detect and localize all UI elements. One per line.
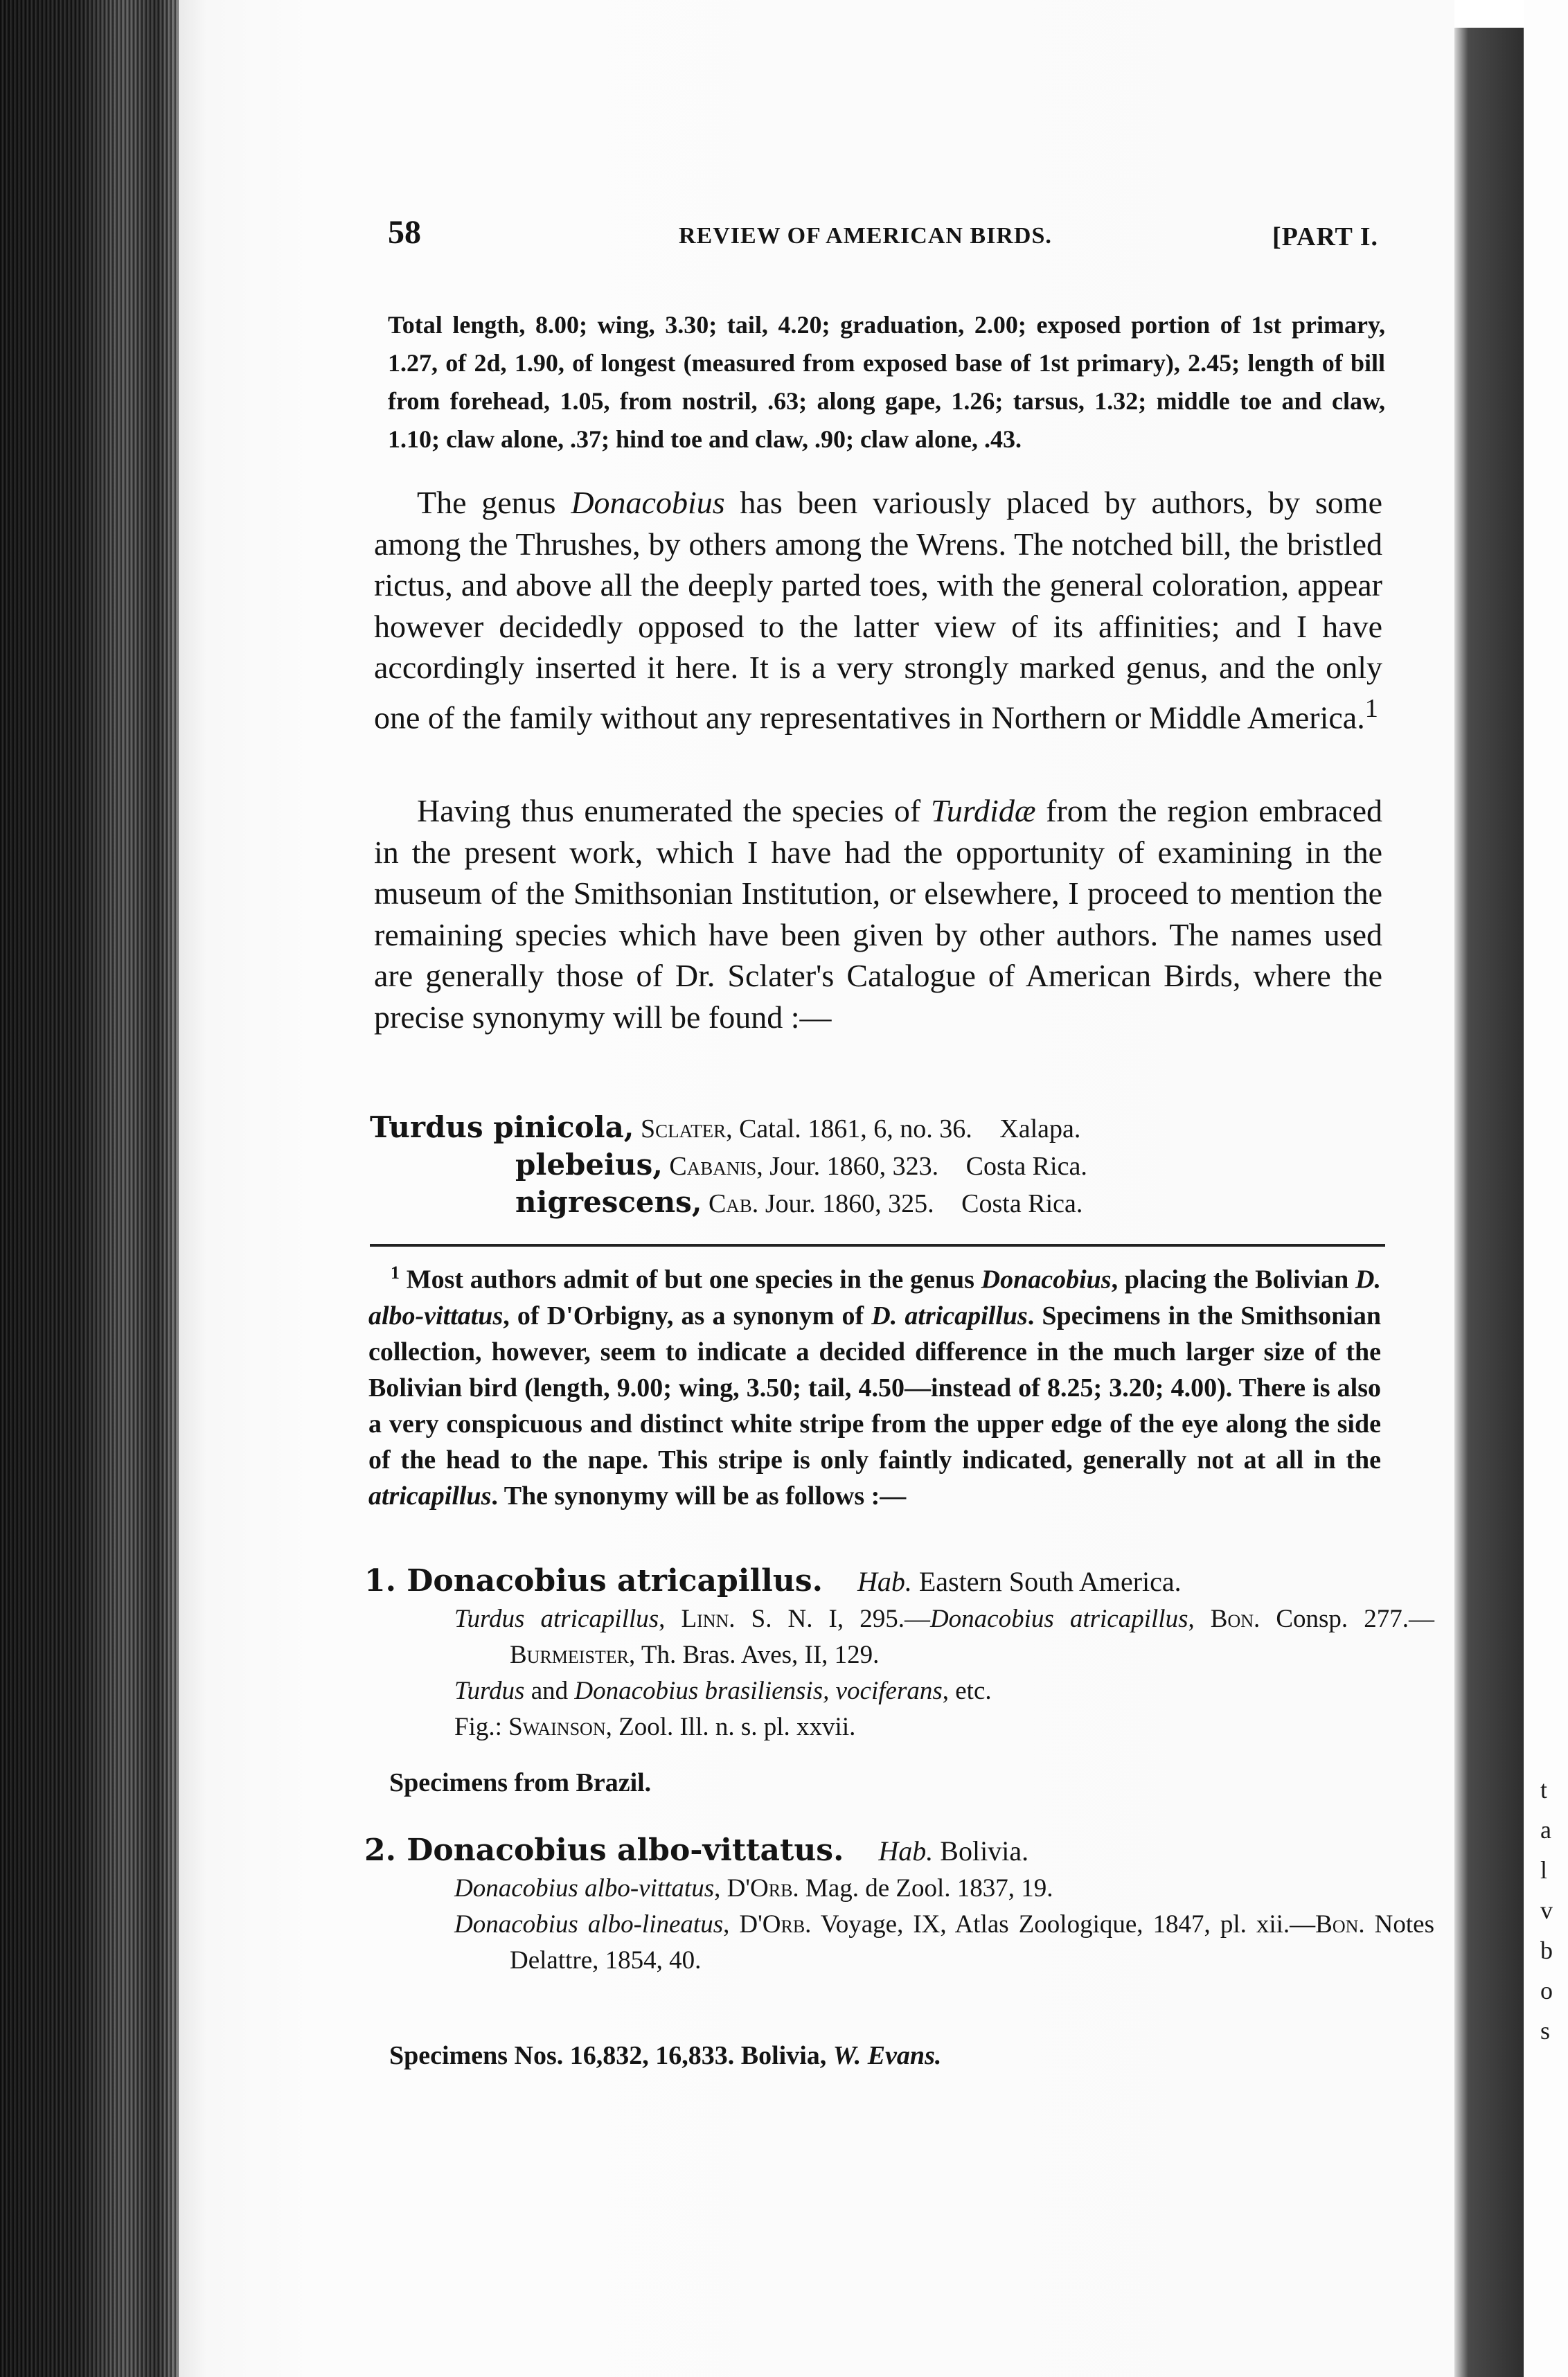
text-run: Most authors admit of but one species in the genus [400,1265,981,1294]
part-label: [PART I. [1272,222,1378,251]
synonym-name: Donacobius brasiliensis, vociferans [574,1677,943,1705]
page-edge-shadow [1454,28,1524,2377]
synonym-name: Donacobius albo-lineatus [454,1910,724,1939]
adjacent-letter: v [1540,1896,1553,1924]
adjacent-letter: t [1540,1776,1548,1804]
habitat-label: Hab. [878,1835,934,1867]
text-run: Having thus enumerated the species of [417,793,931,828]
adjacent-page-letters [1540,1770,1568,2051]
entry-heading [364,1562,1389,1601]
species-list [370,1110,1270,1222]
synonym-name: Donacobius albo-vittatus [454,1874,715,1903]
species-name: D. albo-vittatus [368,1265,1381,1330]
collector-name: W. Evans. [832,2041,942,2070]
adjacent-letter: o [1540,1977,1553,2004]
species-locality: Costa Rica. [961,1189,1083,1218]
synonym-reference: , Th. Bras. Aves, II, 129. [629,1641,880,1669]
text-run: has been variously placed by authors, by some among the Thrushes, by others among the Wrens. The notched bill, the bristled rictus, and above all the deeply parted toes, with the general coloration, appear however decidedly opposed to the latter view of its affinities; and I have accordingly inserted it here. It is a very strongly marked genus, and the only one of the family without any representatives in Northern or Middle America. [374,485,1382,735]
synonym-reference: Voyage, IX, Atlas Zoologique, 1847, pl. xii.— [811,1910,1316,1939]
adjacent-letter: a [1540,1816,1551,1844]
adjacent-letter: b [1540,1937,1553,1964]
species-author: Cab. [708,1189,759,1218]
habitat-value: Eastern South America. [911,1566,1182,1597]
synonym-reference: Notes Delattre, 1854, 40. [510,1910,1434,1975]
text-run: , placing the Bolivian [1111,1265,1356,1294]
text-run: . The synonymy will be as follows :— [491,1481,907,1511]
text-run: , etc. [942,1677,992,1705]
synonym-name: Turdus [454,1677,525,1705]
synonym-author: D'Orb. [727,1874,799,1903]
body-paragraph-2 [374,790,1382,1038]
page-header [388,213,1378,255]
footnote-divider [370,1244,1385,1247]
synonym-name: Turdus atricapillus [454,1605,659,1633]
text-run: and [524,1677,575,1705]
adjacent-letter: s [1540,2017,1551,2045]
synonymy-line: Donacobius albo-lineatus, D'Orb. Voyage, IX, Atlas Zoologique, 1847, pl. xii.—Bon. Notes Delattre, 1854, 40. [454,1910,1434,1975]
species-author: Sclater [640,1114,727,1143]
figure-source: , Zool. Ill. n. s. pl. xxvii. [605,1713,856,1741]
synonymy-line [454,1673,1434,1709]
species-row [370,1110,1270,1147]
species-reference: , Catal. 1861, 6, no. 36. [726,1114,972,1143]
text-run: , of D'Orbigny, as a synonym of [503,1301,872,1330]
measurements-paragraph: Total length, 8.00; wing, 3.30; tail, 4.20; graduation, 2.00; exposed portion of 1st primary, 1.27, of 2d, 1.90, of longest (measured from exposed base of 1st primary), 2.45; length of bill from forehead, 1.05, from nostril, .63; along gape, 1.26; tarsus, 1.32; middle toe and claw, 1.10; claw alone, .37; hind toe and claw, .90; claw alone, .43. [388,311,1385,453]
synonym-author: Linn. [681,1605,736,1633]
species-reference: Jour. 1860, 325. [758,1189,934,1218]
habitat-value: Bolivia. [933,1835,1029,1867]
synonymy-line: Turdus atricapillus, Linn. S. N. I, 295.—Donacobius atricapillus, Bon. Consp. 277.—Burmeister, Th. Bras. Aves, II, 129. [454,1605,1434,1669]
book-spine [0,0,179,2377]
synonym-reference: Consp. 277.— [1260,1605,1434,1633]
synonym-author: Bon. [1210,1605,1260,1633]
body-paragraph-1 [374,482,1382,738]
species-reference: , Jour. 1860, 323. [756,1152,939,1181]
habitat-label: Hab. [857,1566,912,1597]
synonym-author: Bon. [1315,1910,1365,1939]
synonym-reference: Mag. de Zool. 1837, 19. [799,1874,1053,1903]
entry-title: 1. Donacobius atricapillus. [364,1563,823,1599]
text-run: . Specimens in the Smithsonian collection, however, seem to indicate a decided difference in the much larger size of the Bolivian bird (length, 9.00; wing, 3.50; tail, 4.50—instead of 8.25; 3.20; 4.00). There is also a very conspicuous and distinct white stripe from the upper edge of the eye along the side of the head to the nape. This stripe is only faintly indicated, generally not at all in the [368,1301,1381,1475]
page-number: 58 [388,214,421,251]
species-name: nigrescens, [515,1185,702,1219]
entry-heading [364,1831,1389,1871]
text-run: from the region embraced in the present work, which I have had the opportunity of examining in the museum of the Smithsonian Institution, or elsewhere, I proceed to mention the remaining species which have been given by other authors. The names used are generally those of Dr. Sclater's Catalogue of American Birds, where the precise synonymy will be found :— [374,793,1382,1035]
species-row [370,1147,1270,1184]
running-title: REVIEW OF AMERICAN BIRDS. [679,223,1052,249]
family-name: Turdidæ [930,793,1036,828]
species-author: Cabanis [669,1152,757,1181]
synonym-author: Burmeister [510,1641,630,1669]
species-entry-1 [364,1562,1434,1745]
species-name: plebeius, [515,1148,663,1182]
text-run: The genus [417,485,571,520]
footnote [368,1255,1381,1514]
species-name: Turdus pinicola, [370,1110,634,1144]
specimens-text: Specimens Nos. 16,832, 16,833. Bolivia, [389,2041,833,2070]
synonym-reference: S. N. I, 295.— [735,1605,930,1633]
genus-name: Donacobius [571,485,725,520]
species-name: atricapillus [368,1481,492,1511]
species-name: D. atricapillus [871,1301,1028,1330]
genus-name: Donacobius [981,1265,1112,1294]
footnote-reference: 1 [1364,693,1378,723]
species-row [370,1184,1270,1222]
figure-author: Swainson [508,1713,606,1741]
figure-label: Fig.: [454,1713,509,1741]
specimens-line-2 [389,2040,941,2071]
species-locality: Costa Rica. [965,1152,1087,1181]
entry-title: 2. Donacobius albo-vittatus. [364,1833,844,1868]
synonymy-line: Donacobius albo-vittatus, D'Orb. Mag. de Zool. 1837, 19. [454,1874,1053,1903]
synonym-author: D'Orb. [739,1910,812,1939]
synonym-name: Donacobius atricapillus [929,1605,1188,1633]
species-entry-2 [364,1831,1434,1979]
figure-reference [454,1709,1434,1745]
specimens-line-1: Specimens from Brazil. [389,1768,652,1797]
adjacent-letter: l [1540,1856,1548,1884]
species-locality: Xalapa. [999,1114,1081,1143]
footnote-mark: 1 [391,1263,400,1283]
